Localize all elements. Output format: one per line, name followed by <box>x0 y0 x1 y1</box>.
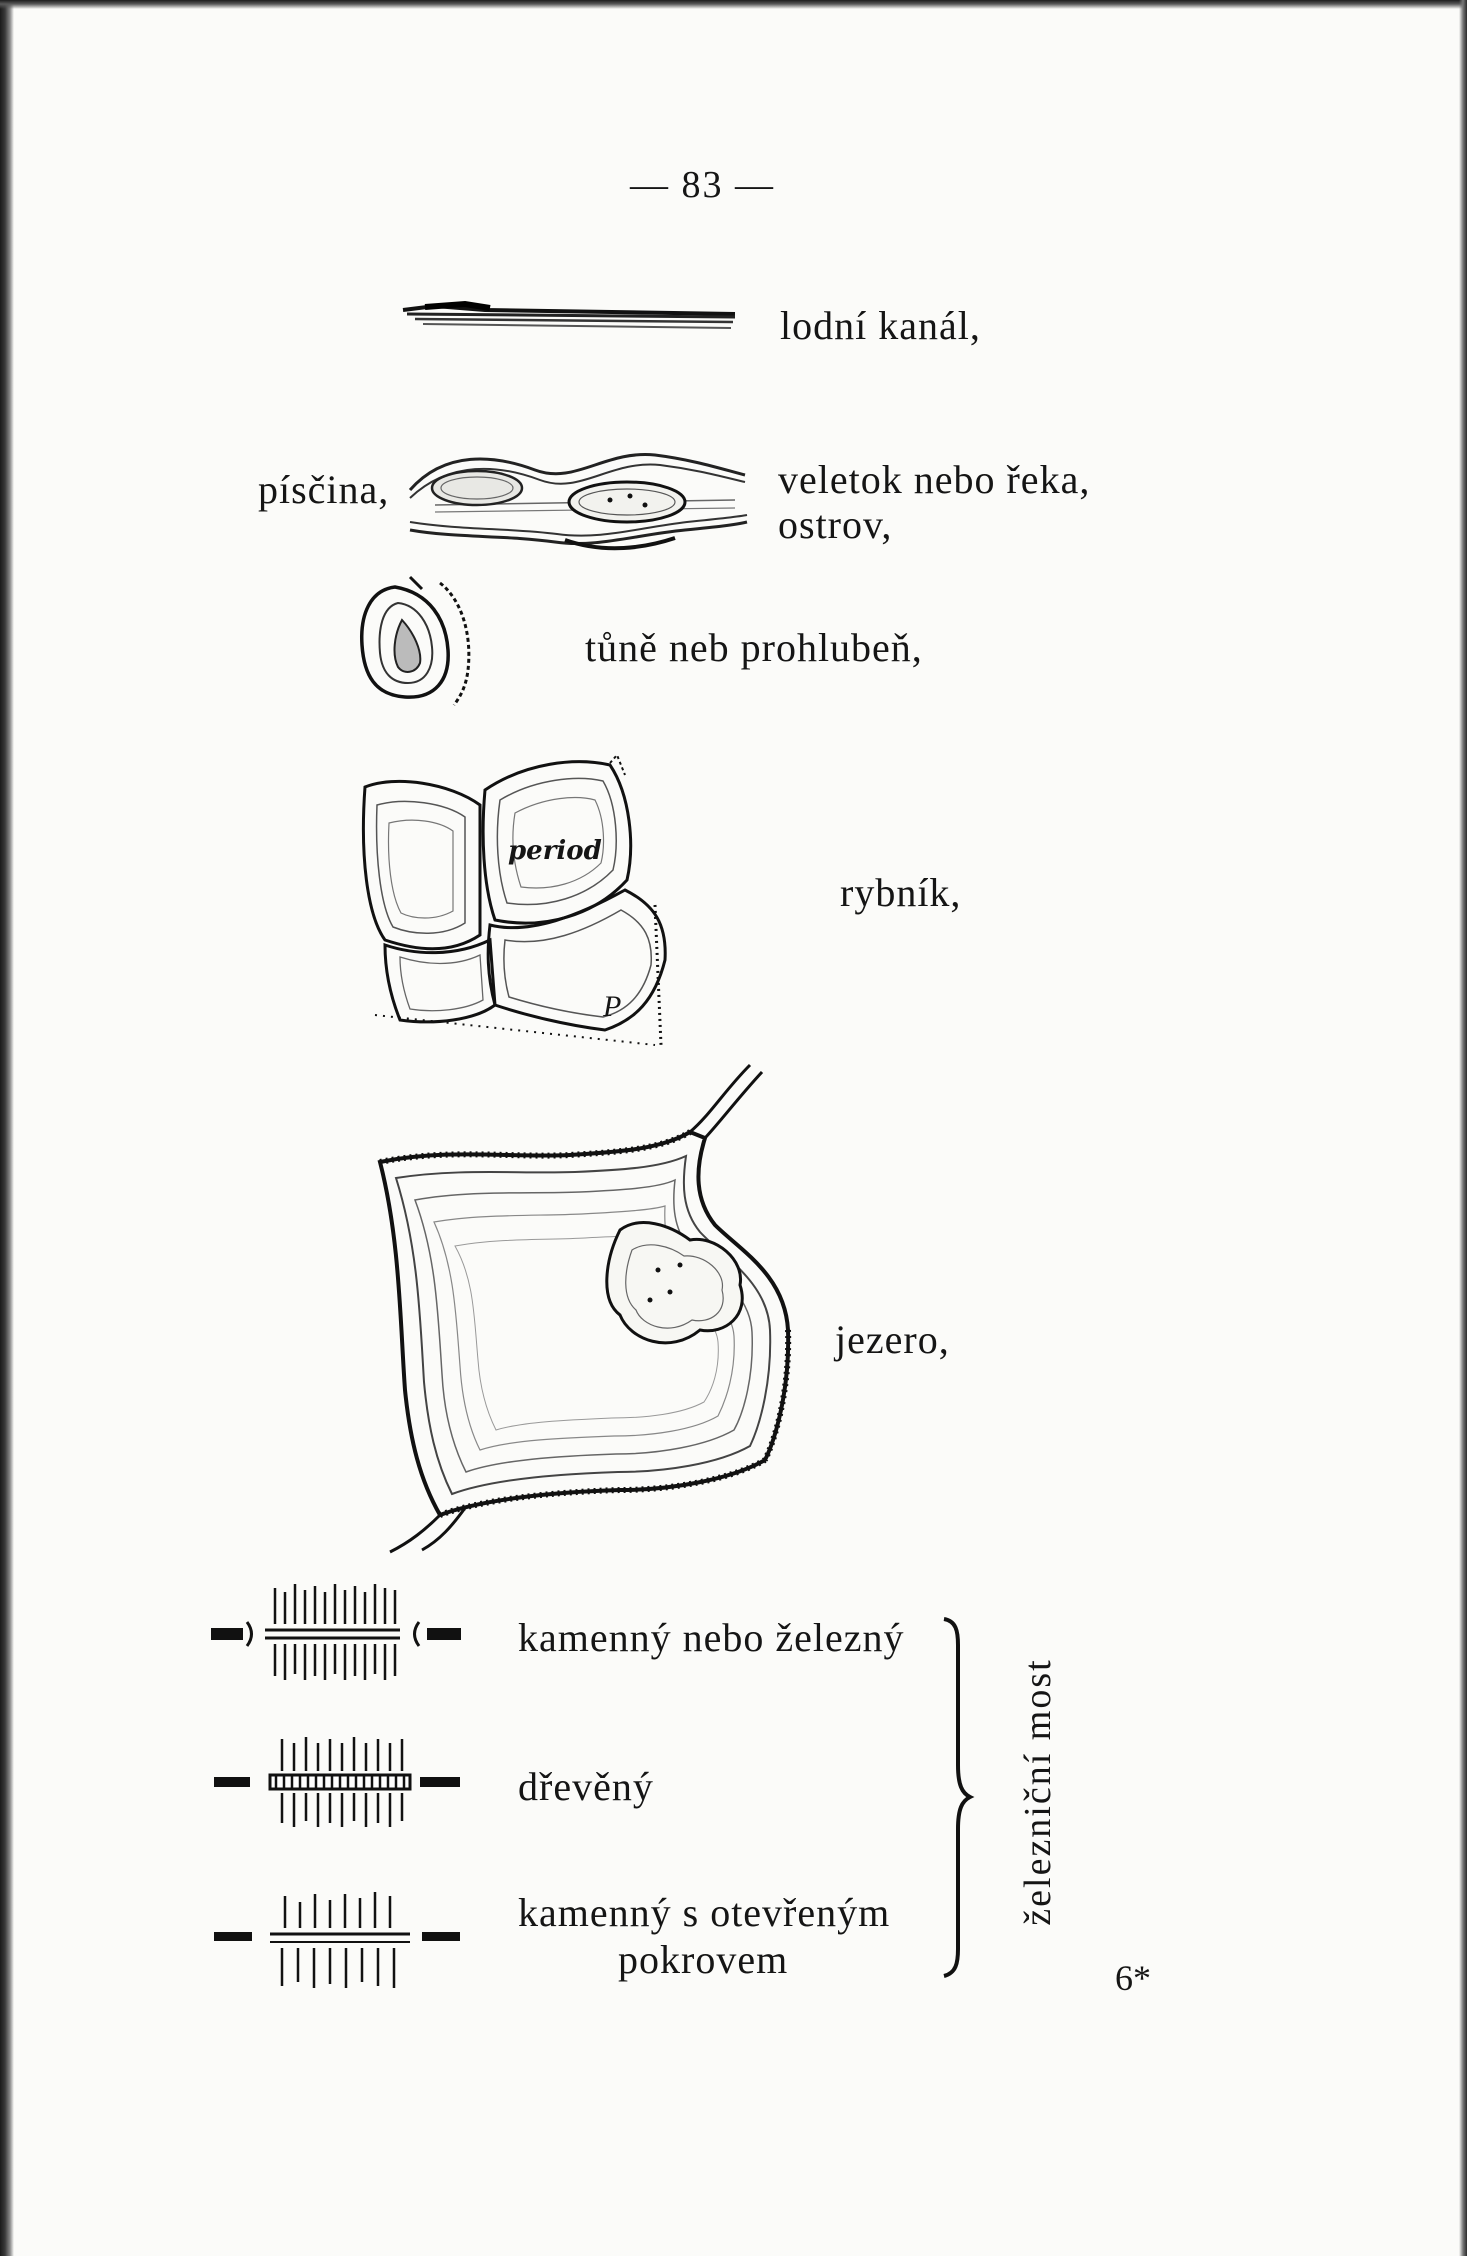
bridge-stone-iron-symbol <box>205 1580 467 1685</box>
signature-mark: 6* <box>1115 1958 1151 1998</box>
pool-symbol <box>350 575 480 710</box>
pond-symbol <box>355 745 725 1065</box>
bridge-stone-iron-label: kamenný nebo železný <box>518 1615 905 1660</box>
bridge-stone-open-label-line1: kamenný s otevřeným <box>518 1890 891 1935</box>
bridge-group-label: železniční most <box>1017 1658 1059 1926</box>
page-top-edge <box>0 0 1467 9</box>
canal-symbol <box>395 298 740 340</box>
page-left-edge <box>0 0 14 2256</box>
river-symbol <box>405 430 750 560</box>
pool-label: tůně neb prohlubeň, <box>585 625 923 670</box>
pond-label: rybník, <box>840 870 962 915</box>
page-right-edge <box>1459 0 1467 2256</box>
lake-label: jezero, <box>835 1317 950 1362</box>
pond-letter: P <box>603 990 622 1023</box>
island-label: ostrov, <box>778 502 893 547</box>
canal-label: lodní kanál, <box>780 303 981 348</box>
bridge-stone-open-label-line2: pokrovem <box>618 1937 789 1982</box>
river-label: veletok nebo řeka, <box>778 457 1091 502</box>
lake-symbol <box>370 1060 810 1555</box>
bridge-wooden-symbol <box>210 1735 465 1830</box>
bridge-group-brace <box>938 1615 978 1980</box>
page-number: — 83 — <box>630 164 775 206</box>
bridge-wooden-label: dřevěný <box>518 1764 654 1809</box>
pond-annotation: period <box>508 836 602 866</box>
bridge-stone-open-symbol <box>210 1888 465 1993</box>
sand-label: písčina, <box>258 467 390 512</box>
